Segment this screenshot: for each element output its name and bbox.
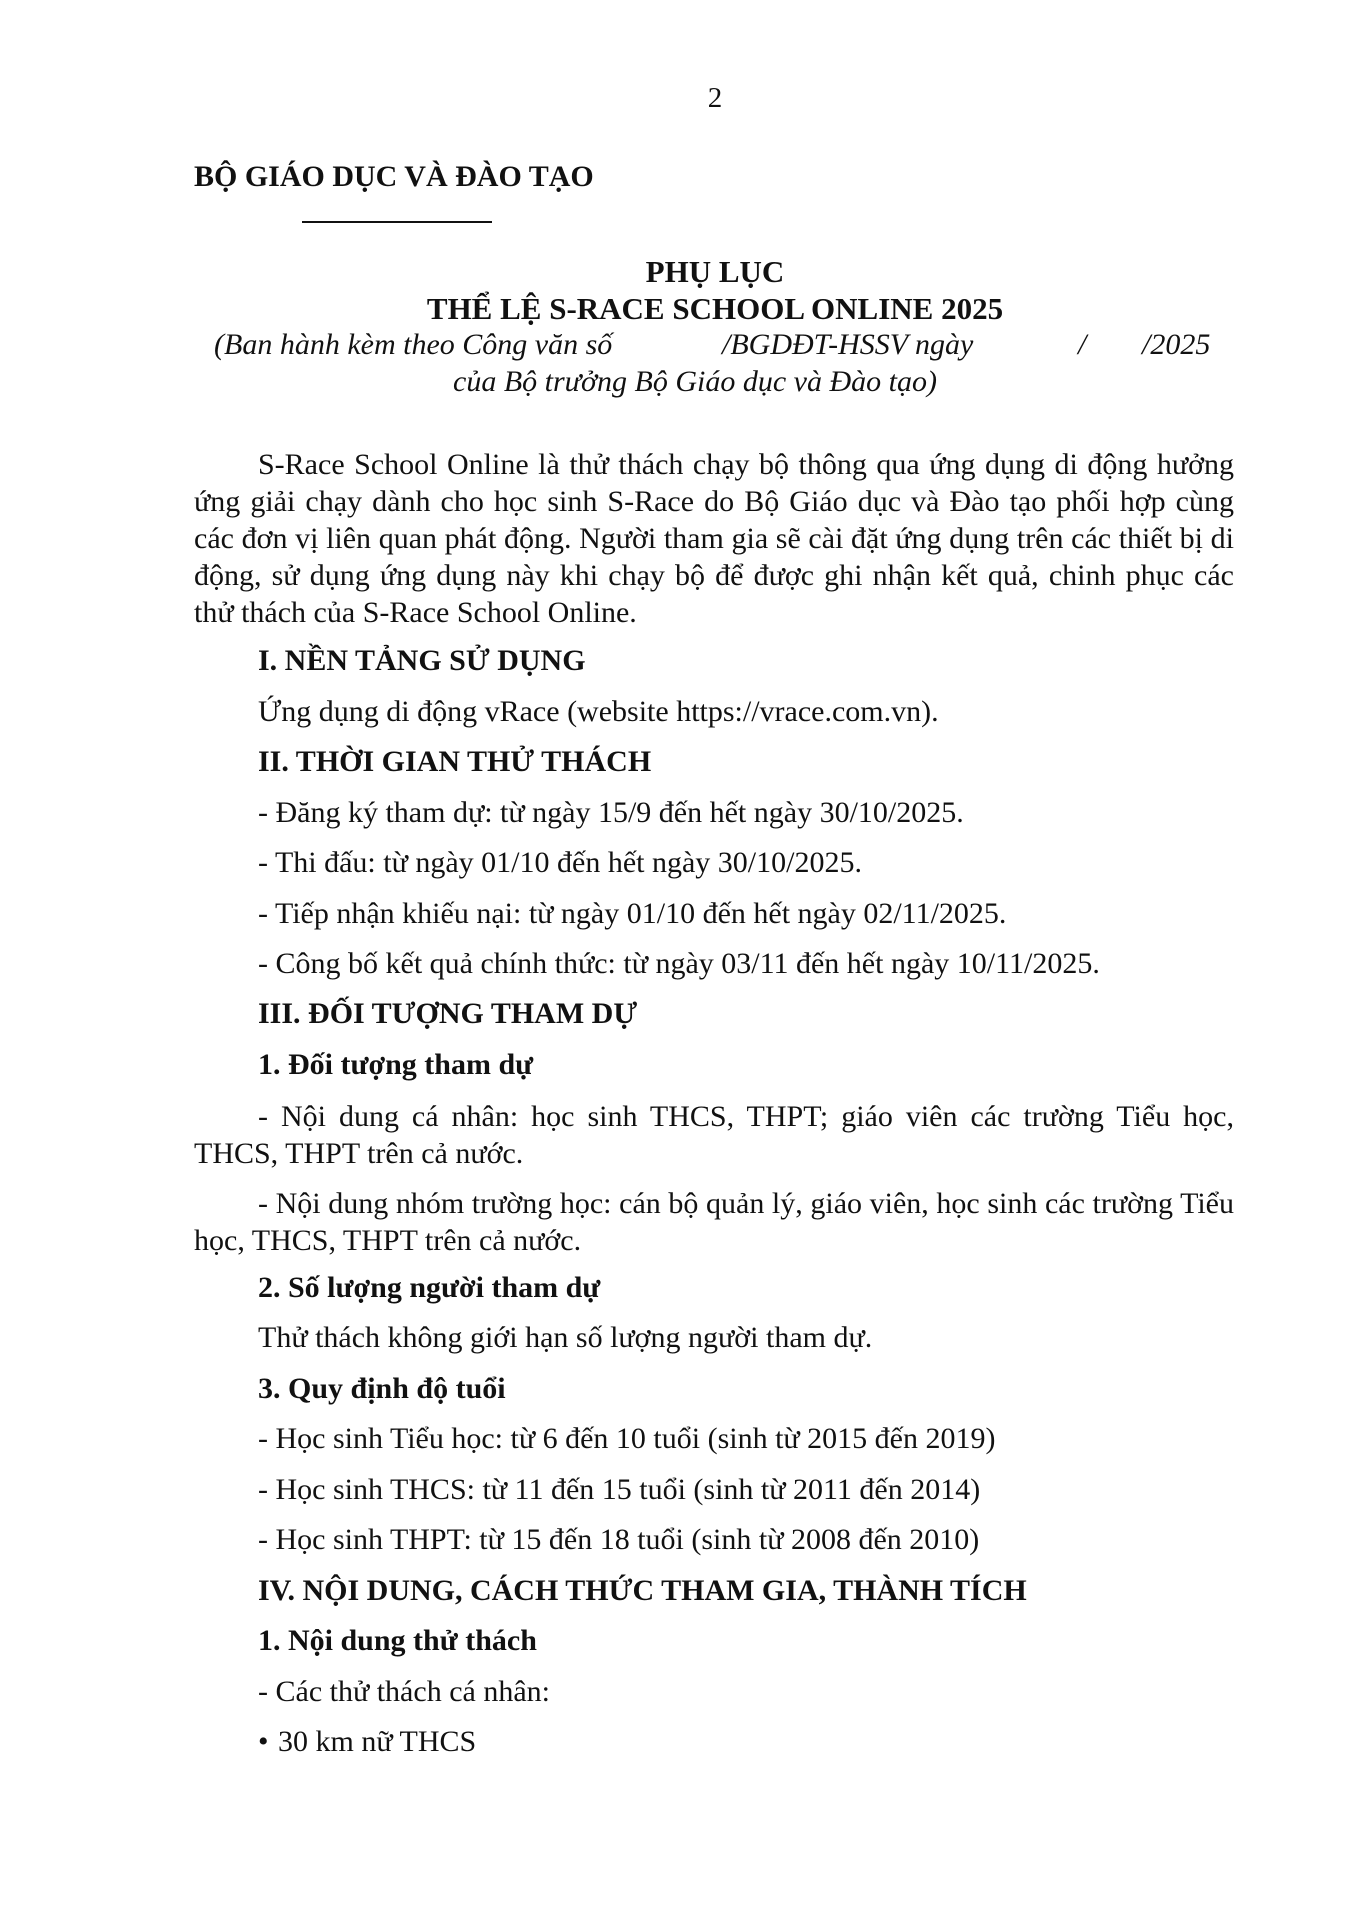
timeline-item: - Tiếp nhận khiếu nại: từ ngày 01/10 đến hết ngày 02/11/2025. xyxy=(258,897,1007,930)
section-1-heading: I. NỀN TẢNG SỬ DỤNG xyxy=(258,644,586,677)
issuance-part-2: /BGDĐT-HSSV ngày xyxy=(722,328,974,361)
page-number: 2 xyxy=(707,82,723,114)
age-rule-item: - Học sinh Tiểu học: từ 6 đến 10 tuổi (sinh từ 2015 đến 2019) xyxy=(258,1422,996,1455)
intro-paragraph: S-Race School Online là thử thách chạy bộ thông qua ứng dụng di động hưởng ứng giải chạy dành cho học sinh S-Race do Bộ Giáo dục và Đào tạo phối hợp cùng các đơn vị liên quan phát động. Người tham gia sẽ cài đặt ứng dụng trên các thiết bị di động, sử dụng ứng dụng này khi chạy bộ để được ghi nhận kết quả, chinh phục các thử thách của S-Race School Online. xyxy=(194,448,1234,629)
participant-item: - Nội dung nhóm trường học: cán bộ quản lý, giáo viên, học sinh các trường Tiểu học, THCS, THPT trên cả nước. xyxy=(194,1187,1234,1257)
timeline-item: - Công bố kết quả chính thức: từ ngày 03/11 đến hết ngày 10/11/2025. xyxy=(258,947,1100,980)
section-4-heading: IV. NỘI DUNG, CÁCH THỨC THAM GIA, THÀNH TÍCH xyxy=(258,1574,1027,1607)
annex-title: PHỤ LỤC xyxy=(645,254,785,289)
section-3-sub-3-heading: 3. Quy định độ tuổi xyxy=(258,1372,506,1405)
age-rule-item: - Học sinh THPT: từ 15 đến 18 tuổi (sinh từ 2008 đến 2010) xyxy=(258,1523,980,1556)
timeline-item: - Đăng ký tham dự: từ ngày 15/9 đến hết ngày 30/10/2025. xyxy=(258,796,964,829)
rules-title: THỂ LỆ S-RACE SCHOOL ONLINE 2025 xyxy=(426,291,1004,326)
issuance-line-1 xyxy=(0,328,1358,365)
section-1-text: Ứng dụng di động vRace (website https://vrace.com.vn). xyxy=(258,695,939,728)
section-3-sub-2-heading: 2. Số lượng người tham dự xyxy=(258,1271,601,1304)
issuance-part-4: /2025 xyxy=(1142,328,1211,361)
ministry-underline xyxy=(302,221,492,223)
timeline-item: - Thi đấu: từ ngày 01/10 đến hết ngày 30/10/2025. xyxy=(258,846,862,879)
bullet-dot-icon: • xyxy=(258,1725,269,1758)
issuance-part-3: / xyxy=(1078,328,1087,361)
individual-challenges-lead: - Các thử thách cá nhân: xyxy=(258,1675,550,1708)
section-3-heading: III. ĐỐI TƯỢNG THAM DỰ xyxy=(258,997,638,1030)
challenge-bullet-item: 30 km nữ THCS xyxy=(278,1725,477,1758)
section-3-sub-1-heading: 1. Đối tượng tham dự xyxy=(258,1048,534,1081)
section-2-heading: II. THỜI GIAN THỬ THÁCH xyxy=(258,745,652,778)
section-4-sub-1-heading: 1. Nội dung thử thách xyxy=(258,1624,537,1657)
issuance-line-2: của Bộ trưởng Bộ Giáo dục và Đào tạo) xyxy=(453,365,937,398)
section-3-sub-2-text: Thử thách không giới hạn số lượng người tham dự. xyxy=(258,1321,873,1354)
issuance-part-1: (Ban hành kèm theo Công văn số xyxy=(214,328,613,361)
participant-item: - Nội dung cá nhân: học sinh THCS, THPT; giáo viên các trường Tiểu học, THCS, THPT trên cả nước. xyxy=(194,1100,1234,1170)
age-rule-item: - Học sinh THCS: từ 11 đến 15 tuổi (sinh từ 2011 đến 2014) xyxy=(258,1473,981,1506)
ministry-name: BỘ GIÁO DỤC VÀ ĐÀO TẠO xyxy=(194,160,594,193)
